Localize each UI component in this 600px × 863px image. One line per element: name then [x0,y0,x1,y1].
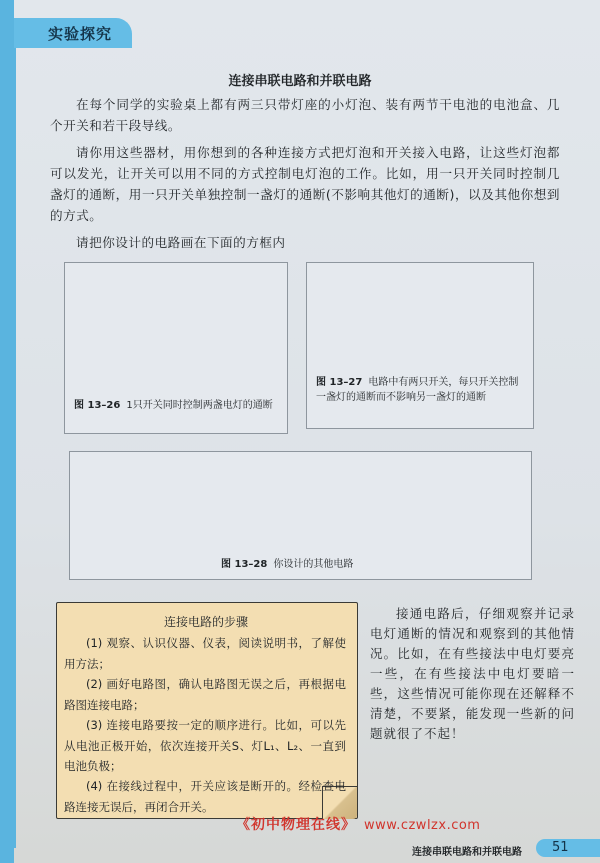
step-item: (1) 观察、认识仪器、仪表，阅读说明书，了解使用方法； [64,636,346,671]
figure-caption-13-26 [74,398,279,413]
running-footer-title: 连接串联电路和并联电路 [412,847,522,858]
figure-caption-text: 电路中有两只开关，每只开关控制一盏灯的通断而不影响另一盏灯的通断 [316,377,519,403]
sidebar-color-band [0,0,14,863]
figure-caption-13-28 [221,557,441,572]
section-header-label: 实验探究 [48,24,113,43]
watermark [236,814,480,834]
side-note: 接通电路后，仔细观察并记录电灯通断的情况和观察到的其他情况。比如，在有些接法中电灯要亮一些，在有些接法中电灯要暗一些，这些情况可能你现在还解释不清楚，不要紧，能发现一些新的问题就很了不起！ [370,606,575,741]
steps-title: 连接电路的步骤 [163,615,248,629]
figure-number: 图 13–27 [316,377,363,388]
figure-number: 图 13–28 [221,559,268,570]
paragraph-draw-prompt: 请把你设计的电路画在下面的方框内 [76,235,286,250]
paragraph-materials: 在每个同学的实验桌上都有两三只带灯座的小灯泡、装有两节干电池的电池盒、几个开关和若干段导线。 [50,97,560,133]
section-header-tab [14,18,132,48]
paragraph-instructions: 请你用这些器材，用你想到的各种连接方式把灯泡和开关接入电路，让这些灯泡都可以发光，让开关可以用不同的方式控制电灯泡的工作。比如，用一只开关同时控制几盏灯的通断，用一只开关单独控制一盏灯的通断(不影响其他灯的通断)，以及其他你想到的方式。 [50,145,560,223]
step-item: (2) 画好电路图，确认电路图无误之后，再根据电路图连接电路； [64,677,346,712]
figure-number: 图 13–26 [74,400,121,411]
figure-caption-13-27 [316,375,526,405]
section-title: 连接串联电路和并联电路 [228,74,372,89]
watermark-url: www.czwlzx.com [364,818,481,833]
figure-caption-text: 你设计的其他电路 [273,559,354,570]
step-item: (3) 连接电路要按一定的顺序进行。比如，可以先从电池正极开始，依次连接开关S、灯L₁、L₂、一直到电池负极； [64,718,346,773]
watermark-name: 《初中物理在线》 [236,817,356,833]
figure-caption-text: 1只开关同时控制两盏电灯的通断 [126,400,273,411]
page-number: 51 [536,839,600,857]
step-item: (4) 在接线过程中，开关应该是断开的。经检查电路连接无误后，再闭合开关。 [64,779,346,814]
